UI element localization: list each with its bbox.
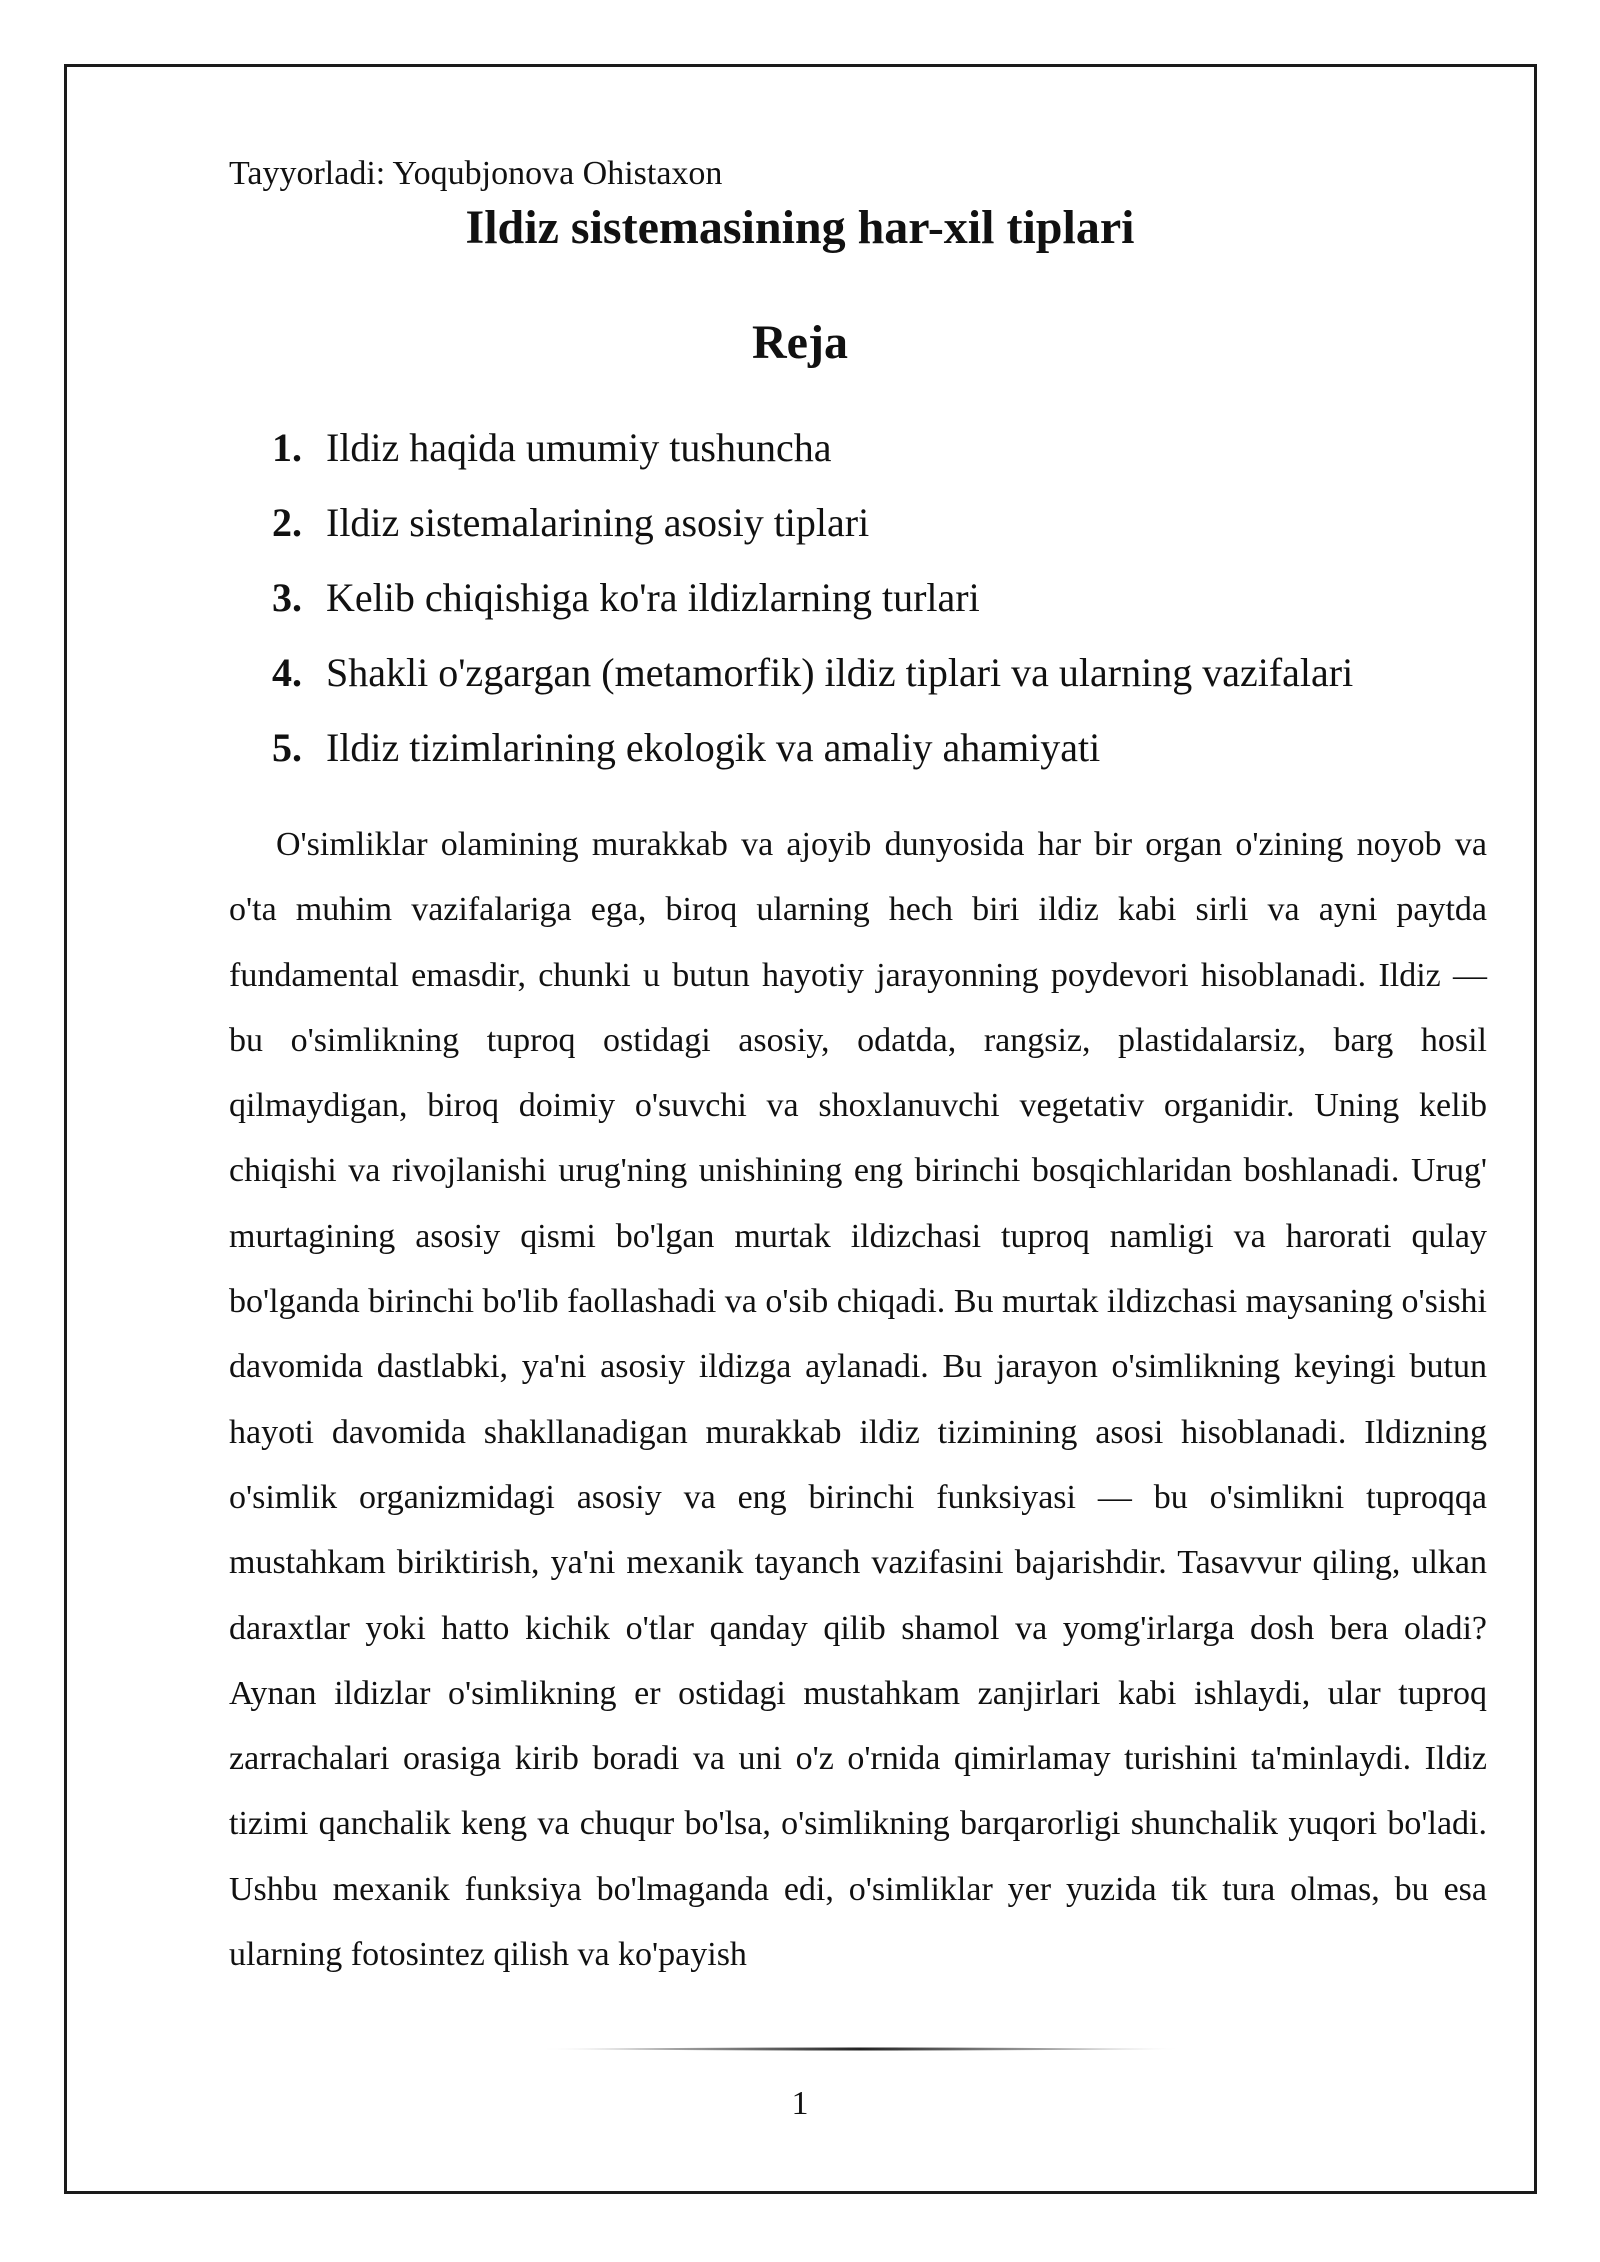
plan-item xyxy=(272,418,1353,493)
plan-list xyxy=(272,418,1353,793)
body-paragraph: O'simliklar olamining murakkab va ajoyib dunyosida har bir organ o'zining noyob va o'ta muhim vazifalariga ega, biroq ularning hech biri ildiz kabi sirli va ayni paytda fundamental emasdir, chunki u butun hayotiy jarayonning poydevori hisoblanadi. Ildiz — bu o'simlikning tuproq ostidagi asosiy, odatda, rangsiz, plastidalarsiz, barg hosil qilmaydigan, biroq doimiy o'suvchi va shoxlanuvchi vegetativ organidir. Uning kelib chiqishi va rivojlanishi urug'ning unishining eng birinchi bosqichlaridan boshlanadi. Urug' murtagining asosiy qismi bo'lgan murtak ildizchasi tuproq namligi va harorati qulay bo'lganda birinchi bo'lib faollashadi va o'sib chiqadi. Bu murtak ildizchasi maysaning o'sishi davomida dastlabki, ya'ni asosiy ildizga aylanadi. Bu jarayon o'simlikning keyingi butun hayoti davomida shakllanadigan murakkab ildiz tizimining asosi hisoblanadi. Ildizning o'simlik organizmidagi asosiy va eng birinchi funksiyasi — bu o'simlikni tuproqqa mustahkam biriktirish, ya'ni mexanik tayanch vazifasini bajarishdir. Tasavvur qiling, ulkan daraxtlar yoki hatto kichik o'tlar qanday qilib shamol va yomg'irlarga dosh bera oladi? Aynan ildizlar o'simlikning er ostidagi mustahkam zanjirlari kabi ishlaydi, ular tuproq zarrachalari orasiga kirib boradi va uni o'z o'rnida qimirlamay turishini ta'minlaydi. Ildiz tizimi qanchalik keng va chuqur bo'lsa, o'simlikning barqarorligi shunchalik yuqori bo'ladi. Ushbu mexanik funksiya bo'lmaganda edi, o'simliklar yer yuzida tik tura olmas, bu esa ularning fotosintez qilish va ko'payish xyxy=(229,826,1487,1974)
plan-item-text: Ildiz haqida umumiy tushuncha xyxy=(326,425,832,470)
plan-item xyxy=(272,493,1353,568)
footer-divider xyxy=(540,2046,1180,2052)
plan-item-text: Shakli o'zgargan (metamorfik) ildiz tiplari va ularning vazifalari xyxy=(326,650,1354,695)
plan-item-number: 5. xyxy=(272,725,302,770)
page-number: 1 xyxy=(791,2085,809,2122)
author-line: Tayyorladi: Yoqubjonova Ohistaxon xyxy=(229,155,723,192)
plan-item-number: 2. xyxy=(272,500,302,545)
plan-item-number: 1. xyxy=(272,425,302,470)
plan-heading: Reja xyxy=(752,316,848,369)
plan-item-text: Ildiz tizimlarining ekologik va amaliy ahamiyati xyxy=(326,725,1101,770)
plan-item xyxy=(272,568,1353,643)
plan-item-number: 3. xyxy=(272,575,302,620)
plan-item-number: 4. xyxy=(272,650,302,695)
document-title: Ildiz sistemasining har-xil tiplari xyxy=(465,201,1135,254)
plan-item xyxy=(272,643,1353,718)
plan-item-text: Kelib chiqishiga ko'ra ildizlarning turlari xyxy=(326,575,980,620)
plan-item-text: Ildiz sistemalarining asosiy tiplari xyxy=(326,500,870,545)
plan-item xyxy=(272,718,1353,793)
